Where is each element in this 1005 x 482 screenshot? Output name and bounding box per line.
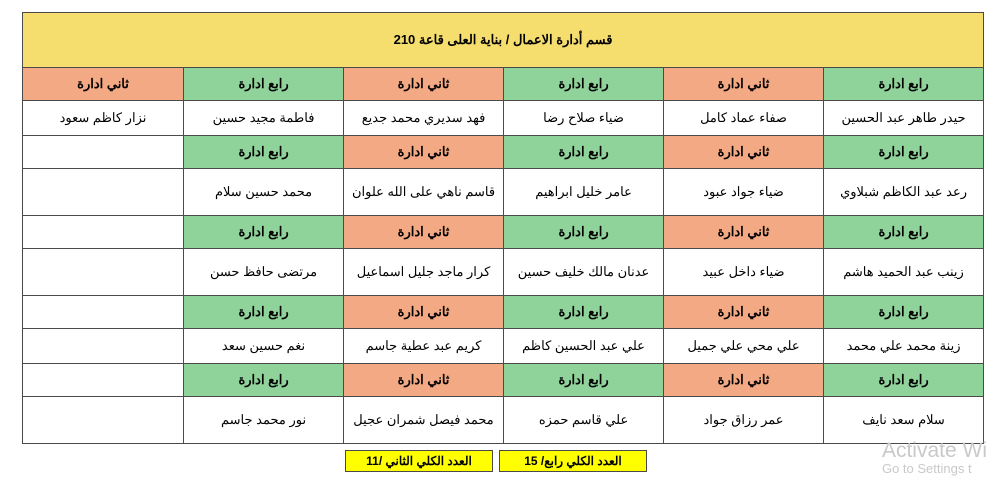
student-name: سلام سعد نايف <box>824 397 984 444</box>
empty-header-cell <box>23 216 184 249</box>
column-header: رابع ادارة <box>824 364 984 397</box>
student-name: عامر خليل ابراهيم <box>504 169 664 216</box>
student-name: ضياء صلاح رضا <box>504 101 664 136</box>
table-row <box>23 397 984 444</box>
column-header: رابع ادارة <box>504 136 664 169</box>
student-name: رعد عبد الكاظم شبلاوي <box>824 169 984 216</box>
column-header: ثاني ادارة <box>344 216 504 249</box>
column-header: ثاني ادارة <box>664 216 824 249</box>
column-header: رابع ادارة <box>504 364 664 397</box>
student-name: ضياء داخل عبيد <box>664 249 824 296</box>
student-name: عمر رزاق جواد <box>664 397 824 444</box>
column-header: رابع ادارة <box>824 296 984 329</box>
page-title: قسم أدارة الاعمال / بناية العلى قاعة 210 <box>23 13 984 68</box>
column-header: رابع ادارة <box>504 296 664 329</box>
column-header: ثاني ادارة <box>344 136 504 169</box>
student-name: فاطمة مجيد حسين <box>184 101 344 136</box>
student-name: علي عبد الحسين كاظم <box>504 329 664 364</box>
watermark-title: Activate Wi <box>881 438 987 462</box>
table-row <box>23 249 984 296</box>
column-header: رابع ادارة <box>184 364 344 397</box>
student-name: محمد فيصل شمران عجيل <box>344 397 504 444</box>
column-header: ثاني ادارة <box>344 364 504 397</box>
empty-header-cell <box>23 296 184 329</box>
empty-cell <box>23 169 184 216</box>
student-name: نزار كاظم سعود <box>23 101 184 136</box>
student-name: علي قاسم حمزه <box>504 397 664 444</box>
header-row <box>23 364 984 397</box>
student-name: قاسم ناهي على الله علوان <box>344 169 504 216</box>
empty-cell <box>23 329 184 364</box>
student-name: نغم حسين سعد <box>184 329 344 364</box>
student-name: صفاء عماد كامل <box>664 101 824 136</box>
column-header: رابع ادارة <box>824 136 984 169</box>
column-header: ثاني ادارة <box>344 296 504 329</box>
column-header: رابع ادارة <box>184 216 344 249</box>
column-header: رابع ادارة <box>184 136 344 169</box>
column-header: رابع ادارة <box>824 68 984 101</box>
header-row <box>23 216 984 249</box>
column-header: رابع ادارة <box>184 68 344 101</box>
student-name: حيدر طاهر عبد الحسين <box>824 101 984 136</box>
attendance-table <box>22 12 984 444</box>
empty-cell <box>23 249 184 296</box>
table-title-row <box>23 13 984 68</box>
empty-cell <box>23 397 184 444</box>
column-header: ثاني ادارة <box>23 68 184 101</box>
student-name: نور محمد جاسم <box>184 397 344 444</box>
watermark-subtitle: Go to Settings t <box>881 460 972 476</box>
column-header: رابع ادارة <box>504 68 664 101</box>
student-name: ضياء جواد عبود <box>664 169 824 216</box>
total-thani-badge: العدد الكلي الثاني /11 <box>345 450 493 472</box>
header-row <box>23 296 984 329</box>
header-row <box>23 68 984 101</box>
student-name: كرار ماجد جليل اسماعيل <box>344 249 504 296</box>
column-header: رابع ادارة <box>184 296 344 329</box>
student-name: علي محي علي جميل <box>664 329 824 364</box>
column-header: ثاني ادارة <box>664 296 824 329</box>
student-name: محمد حسين سلام <box>184 169 344 216</box>
column-header: ثاني ادارة <box>344 68 504 101</box>
table-row <box>23 169 984 216</box>
total-rabea-badge: العدد الكلي رابع/ 15 <box>499 450 647 472</box>
empty-header-cell <box>23 136 184 169</box>
header-row <box>23 136 984 169</box>
column-header: ثاني ادارة <box>664 68 824 101</box>
student-name: زينة محمد علي محمد <box>824 329 984 364</box>
column-header: رابع ادارة <box>504 216 664 249</box>
student-name: كريم عبد عطية جاسم <box>344 329 504 364</box>
table-row <box>23 329 984 364</box>
column-header: ثاني ادارة <box>664 136 824 169</box>
student-name: مرتضى حافظ حسن <box>184 249 344 296</box>
column-header: ثاني ادارة <box>664 364 824 397</box>
column-header: رابع ادارة <box>824 216 984 249</box>
student-name: زينب عبد الحميد هاشم <box>824 249 984 296</box>
student-name: عدنان مالك خليف حسين <box>504 249 664 296</box>
student-name: فهد سديري محمد جديع <box>344 101 504 136</box>
table-row <box>23 101 984 136</box>
totals-row <box>22 444 983 478</box>
empty-header-cell <box>23 364 184 397</box>
